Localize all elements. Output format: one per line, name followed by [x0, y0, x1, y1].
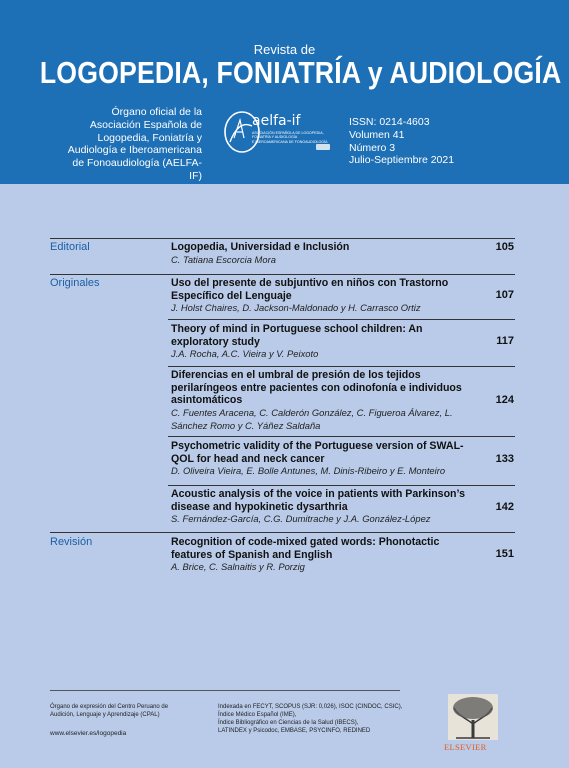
article-divider [168, 319, 515, 320]
article-title[interactable]: Uso del presente de subjuntivo en niños con Trastorno Específico del Lenguaje [171, 277, 449, 302]
issue-info [349, 116, 454, 167]
aelfa-logo-name: aelfa-if [252, 113, 301, 129]
article-authors: J. Holst Chaires, D. Jackson-Maldonado y H. Carrasco Ortiz [171, 302, 421, 313]
article-page: 142 [495, 501, 514, 513]
indexing-line: LATINDEX y Psicodoc, EMBASE, PSYCINFO, REDINED [218, 728, 371, 734]
article-page: 105 [495, 241, 514, 253]
elsevier-wordmark: ELSEVIER [444, 742, 487, 752]
article-page: 124 [495, 394, 514, 406]
issue-date: Julio-Septiembre 2021 [349, 154, 455, 167]
indexing-line: Indexada en FECYT, SCOPUS (SJR: 0,026), ISOC (CINDOC, CSIC), [218, 704, 403, 710]
journal-prefix: Revista de [253, 42, 316, 57]
article-title[interactable]: Recognition of code-mixed gated words: Phonotactic features of Spanish and English [171, 536, 440, 561]
organization-statement [60, 106, 202, 183]
section-label-editorial: Editorial [50, 241, 90, 253]
cover-header [0, 0, 569, 184]
article-page: 133 [495, 453, 514, 465]
section-label-originales: Originales [50, 277, 100, 289]
article-authors: J.A. Rocha, A.C. Vieira y V. Peixoto [171, 348, 319, 359]
footer-divider [50, 690, 400, 691]
section-divider [50, 238, 515, 239]
article-authors: A. Brice, C. Salnaitis y R. Porzig [171, 561, 305, 572]
article-title[interactable]: Theory of mind in Portuguese school children: An exploratory study [171, 323, 423, 348]
issue-number: Número 3 [349, 141, 396, 154]
footer-left-line: Órgano de expresión del Centro Peruano de [50, 704, 169, 710]
section-divider [50, 532, 515, 533]
article-authors: C. Fuentes Aracena, C. Calderón González, C. Figueroa Álvarez, L. Sánchez Romo y C. Yáñez Saldaña [171, 407, 453, 431]
article-title[interactable]: Psychometric validity of the Portuguese version of SWAL-QOL for head and neck cancer [171, 440, 464, 465]
org-line: Logopedia, Foniatría y [97, 131, 202, 144]
article-page: 107 [495, 289, 514, 301]
article-title[interactable]: Diferencias en el umbral de presión de los tejidos perilaríngeos entre pacientes con odinofonía e individuos asintomáticos [171, 369, 462, 407]
article-divider [168, 436, 515, 437]
cpal-statement [50, 703, 210, 719]
issn: ISSN: 0214-4603 [349, 116, 430, 128]
section-label-revision: Revisión [50, 536, 93, 548]
indexing-line: Índice Bibliográfico en Ciencias de la Salud (IBECS), [218, 720, 359, 726]
org-line: de Fonoaudiología (AELFA-IF) [72, 157, 202, 182]
journal-title: LOGOPEDIA, FONIATRÍA y AUDIOLOGÍA [39, 55, 562, 90]
section-divider [50, 274, 515, 275]
article-authors: D. Oliveira Vieira, E. Bolle Antunes, M. Dinis-Ribeiro y E. Monteiro [171, 465, 446, 476]
article-page: 117 [496, 335, 514, 347]
logo-sub-line: E IBEROAMERICANA DE FONOAUDIOLOGÍA [252, 139, 328, 144]
indexing-statement [218, 703, 438, 735]
org-line: Órgano oficial de la [111, 106, 202, 118]
article-divider [168, 485, 515, 486]
volume: Volumen 41 [349, 128, 405, 141]
org-line: Audiología e Iberoamericana [67, 144, 202, 157]
elsevier-tree-icon [448, 694, 498, 740]
article-title[interactable]: Logopedia, Universidad e Inclusión [171, 241, 350, 253]
aelfa-logo-subtitle [252, 131, 342, 144]
journal-url-link[interactable]: www.elsevier.es/logopedia [50, 730, 127, 737]
article-title[interactable]: Acoustic analysis of the voice in patients with Parkinson’s disease and hypokinetic dysarthria [171, 488, 465, 513]
org-line: Asociación Española de [89, 118, 202, 131]
logo-sub-line: ASOCIACIÓN ESPAÑOLA DE LOGOPEDIA, FONIATRÍA Y AUDIOLOGÍA [252, 131, 324, 140]
footer-left-line: Audición, Lenguaje y Aprendizaje (CPAL) [50, 712, 160, 718]
article-authors: C. Tatiana Escorcia Mora [171, 254, 276, 265]
article-divider [168, 366, 515, 367]
article-authors: S. Fernández-García, C.G. Dumitrache y J.A. González-López [171, 513, 431, 524]
indexing-line: Índice Médico Español (IME), [218, 712, 297, 718]
article-page: 151 [495, 548, 514, 560]
